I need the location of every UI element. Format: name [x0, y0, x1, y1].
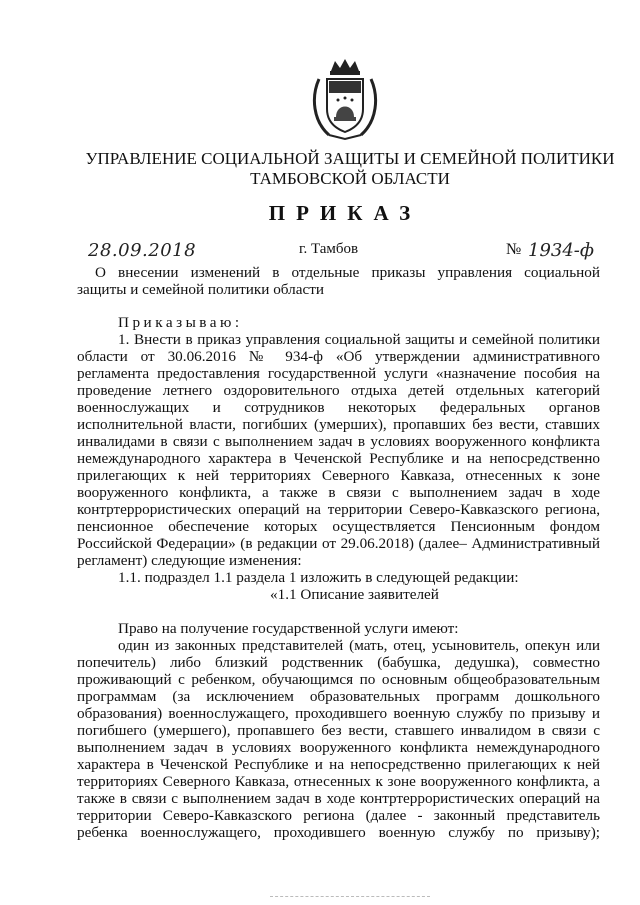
- handwritten-date: 28.09.2018: [88, 240, 197, 261]
- order-word: Приказываю:: [118, 314, 243, 331]
- body-line: пенсионное обеспечение которых осуществляется Пенсионным фондом: [77, 518, 600, 535]
- rights-line: один из законных представителей (мать, отец, усыновитель, опекун или: [118, 637, 600, 654]
- body-line: вооруженного конфликта, а также в связи с выполнением задач в ходе: [77, 484, 600, 501]
- body-line: регламента предоставления государственной услуги «назначение пособия на: [77, 365, 600, 382]
- rights-line: выполнением задач в условиях вооруженного конфликта немеждународного: [77, 739, 600, 756]
- rights-heading: Право на получение государственной услуги имеют:: [118, 620, 459, 637]
- body-line: регламент) следующие изменения:: [77, 552, 302, 569]
- rights-line: проживающий с ребенком, обучающимся по основным общеобразовательным: [77, 671, 600, 688]
- rights-line: характера в Чеченской Республике и на непосредственно прилегающих к ней: [77, 756, 600, 773]
- rights-line: также в связи с выполнением задач в ходе контртеррористических операций на: [77, 790, 600, 807]
- body-line: военнослужащих и сотрудников некоторых федеральных органов: [77, 399, 600, 416]
- body-line: прилегающих к ней территориях Северного Кавказа, отнесенных к зоне: [77, 467, 600, 484]
- rights-line: территориях Северного Кавказа, отнесенных к зоне вооруженного конфликта, а: [77, 773, 600, 790]
- body-line: 1. Внести в приказ управления социальной защиты и семейной политики: [118, 331, 600, 348]
- rights-line: программам (за исключением образовательных программ дошкольного: [77, 688, 600, 705]
- rights-line: территории Северо-Кавказского региона (далее - законный представитель: [77, 807, 600, 824]
- coat-of-arms-icon: [309, 57, 381, 141]
- handwritten-order-number: 1934-ф: [528, 240, 594, 261]
- body-line: области от 30.06.2016 № 934-ф «Об утверждении административного: [77, 348, 600, 365]
- document-type-title: ПРИКАЗ: [268, 201, 422, 225]
- body-line: инвалидами в связи с выполнением задач в условиях вооруженного конфликта: [77, 433, 600, 450]
- page-cut-divider: [270, 896, 430, 900]
- organization-name-line2: ТАМБОВСКОЙ ОБЛАСТИ: [250, 169, 450, 188]
- rights-line: погибшего (умершего), пропавшего без вести, ставшего инвалидом в связи с: [77, 722, 600, 739]
- body-line: контртеррористических операций на территории Северо-Кавказского региона,: [77, 501, 600, 518]
- body-line: проведение летнего оздоровительного отдыха детей отдельных категорий: [77, 382, 600, 399]
- quote-heading: «1.1 Описание заявителей: [270, 586, 439, 603]
- rights-line: попечитель) либо близкий родственник (бабушка, дедушка), совместно: [77, 654, 600, 671]
- rights-line: ребенка военнослужащего, проходившего военную службу по призыву);: [77, 824, 600, 841]
- body-line: исполнительной власти, погибших (умерших), пропавших без вести, ставших: [77, 416, 600, 433]
- subject-line: О внесении изменений в отдельные приказы управления социальной: [95, 264, 600, 281]
- item-1-1: 1.1. подраздел 1.1 раздела 1 изложить в следующей редакции:: [118, 569, 519, 586]
- subject-line: защиты и семейной политики области: [77, 281, 324, 298]
- body-line: Российской Федерации» (в редакции от 29.06.2018) (далее– Административный: [77, 535, 600, 552]
- number-label: №: [506, 241, 522, 258]
- rights-line: образования) военнослужащего, проходившего военную службу по призыву и: [77, 705, 600, 722]
- body-line: немеждународного характера в Чеченской Республике и на непосредственно: [77, 450, 600, 467]
- city-label: г. Тамбов: [299, 241, 359, 257]
- organization-name-line1: УПРАВЛЕНИЕ СОЦИАЛЬНОЙ ЗАЩИТЫ И СЕМЕЙНОЙ ПОЛИТИКИ: [85, 149, 615, 168]
